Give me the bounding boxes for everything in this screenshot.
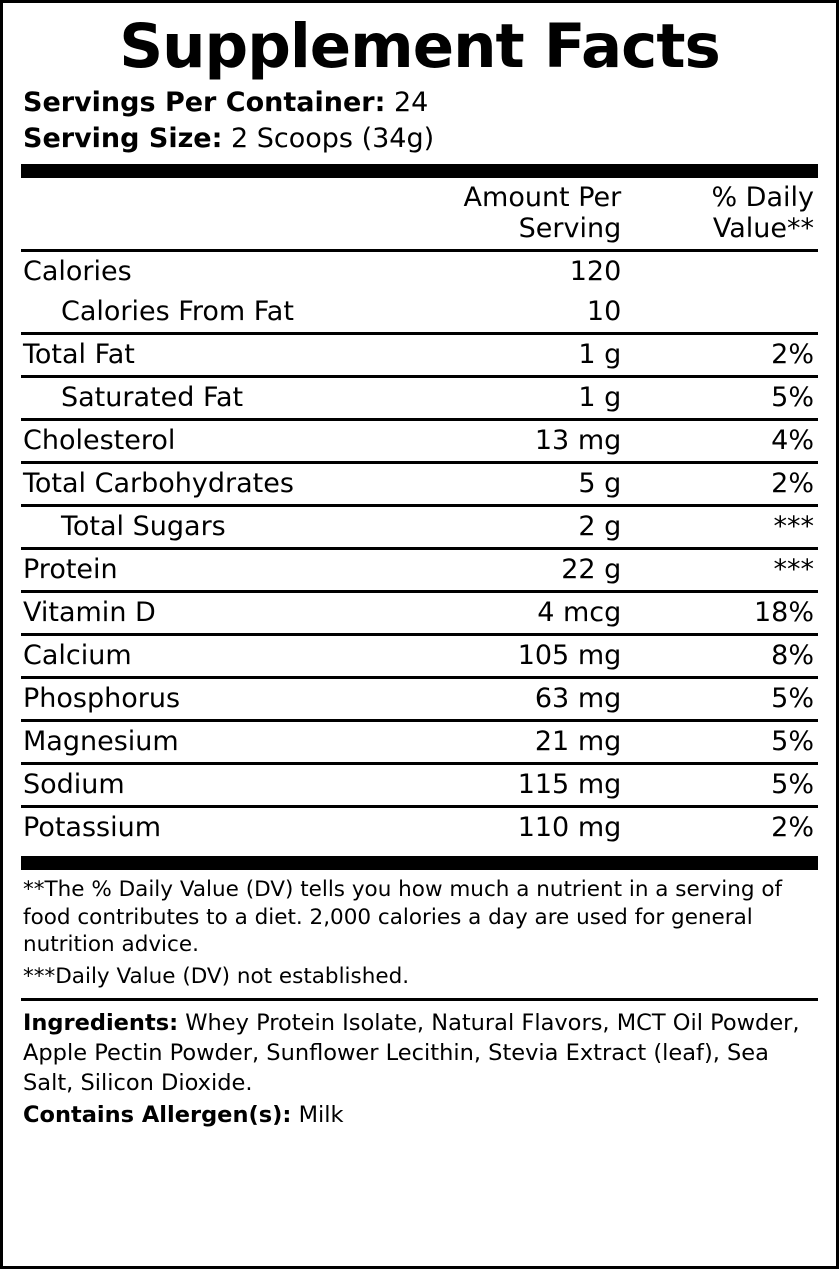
table-row: [21, 764, 818, 807]
table-row: [21, 251, 818, 293]
table-row: [21, 592, 818, 635]
row-amount: 2 g: [365, 506, 635, 549]
row-amount: 63 mg: [365, 678, 635, 721]
row-dv: 18%: [635, 592, 818, 635]
table-row: [21, 549, 818, 592]
header-daily-value: % Daily Value**: [635, 178, 818, 251]
table-row: [21, 635, 818, 678]
row-amount: 22 g: [365, 549, 635, 592]
servings-block: [21, 85, 818, 156]
serving-size-value: 2 Scoops (34g): [231, 122, 435, 154]
row-amount: 21 mg: [365, 721, 635, 764]
ingredients-label: Ingredients:: [23, 1010, 179, 1037]
row-amount: 120: [569, 256, 622, 288]
allergens-value: Milk: [291, 1102, 344, 1129]
footnotes: [21, 870, 818, 990]
row-dv: 8%: [635, 635, 818, 678]
row-amount: 1 g: [365, 377, 635, 420]
row-name: Calories From Fat: [21, 292, 365, 334]
page-title: Supplement Facts: [119, 11, 720, 82]
row-name: Vitamin D: [21, 592, 365, 635]
header-nutrient: [21, 178, 365, 251]
row-amount: 115 mg: [365, 764, 635, 807]
table-row: [21, 721, 818, 764]
row-name: Phosphorus: [21, 678, 365, 721]
row-dv: 2%: [771, 812, 814, 844]
servings-per-container-value: 24: [393, 87, 429, 119]
ingredients-value: Whey Protein Isolate, Natural Flavors, MCT Oil Powder, Apple Pectin Powder, Sunflower Lecithin, Stevia Extract (leaf), Sea Salt, Silicon Dioxide.: [23, 1010, 800, 1097]
serving-size-label: Serving Size:: [23, 122, 223, 154]
row-amount: 13 mg: [365, 420, 635, 463]
row-dv: 2%: [635, 463, 818, 506]
row-name: Total Fat: [21, 334, 365, 377]
row-amount: 105 mg: [365, 635, 635, 678]
table-row: [21, 807, 818, 849]
row-amount: 5 g: [365, 463, 635, 506]
row-name: Sodium: [21, 764, 365, 807]
row-name: Total Carbohydrates: [21, 463, 365, 506]
row-dv: 2%: [635, 334, 818, 377]
row-name: Protein: [21, 549, 365, 592]
servings-per-container-row: [23, 85, 818, 121]
row-dv: 5%: [635, 377, 818, 420]
ingredients-block: [21, 1001, 818, 1099]
table-row: [21, 292, 818, 334]
row-name: Total Sugars: [21, 506, 365, 549]
row-name: Saturated Fat: [21, 377, 365, 420]
row-amount: 10: [365, 292, 635, 334]
table-row: [21, 678, 818, 721]
table-header-row: [21, 178, 818, 251]
row-amount: 4 mcg: [365, 592, 635, 635]
row-name: Magnesium: [21, 721, 365, 764]
servings-per-container-label: Servings Per Container:: [23, 87, 386, 119]
row-dv: ***: [635, 506, 818, 549]
row-name: Cholesterol: [21, 420, 365, 463]
table-row: [21, 463, 818, 506]
row-dv: 5%: [635, 678, 818, 721]
row-dv: [635, 292, 818, 334]
row-name: Calories: [23, 256, 132, 288]
table-row: [21, 506, 818, 549]
top-thick-rule: [21, 164, 818, 178]
table-row: [21, 420, 818, 463]
row-name: Potassium: [23, 812, 162, 844]
nutrition-table: [21, 178, 818, 848]
footnote-daily-value: **The % Daily Value (DV) tells you how much a nutrient in a serving of food contributes to a diet. 2,000 calories a day are used for general nutrition advice.: [23, 877, 783, 958]
row-dv: [635, 251, 818, 293]
bottom-thick-rule: [21, 856, 818, 870]
footnote-not-established: ***Daily Value (DV) not established.: [23, 963, 410, 989]
row-dv: 5%: [635, 721, 818, 764]
row-amount: 1 g: [365, 334, 635, 377]
row-dv: ***: [635, 549, 818, 592]
row-name: Calcium: [21, 635, 365, 678]
serving-size-row: [23, 121, 818, 157]
row-dv: 5%: [635, 764, 818, 807]
table-row: [21, 334, 818, 377]
allergens-block: [21, 1099, 818, 1131]
header-amount-per-serving: Amount Per Serving: [365, 178, 635, 251]
allergens-label: Contains Allergen(s):: [23, 1102, 292, 1129]
row-dv: 4%: [635, 420, 818, 463]
row-amount: 110 mg: [517, 812, 622, 844]
table-row: [21, 377, 818, 420]
